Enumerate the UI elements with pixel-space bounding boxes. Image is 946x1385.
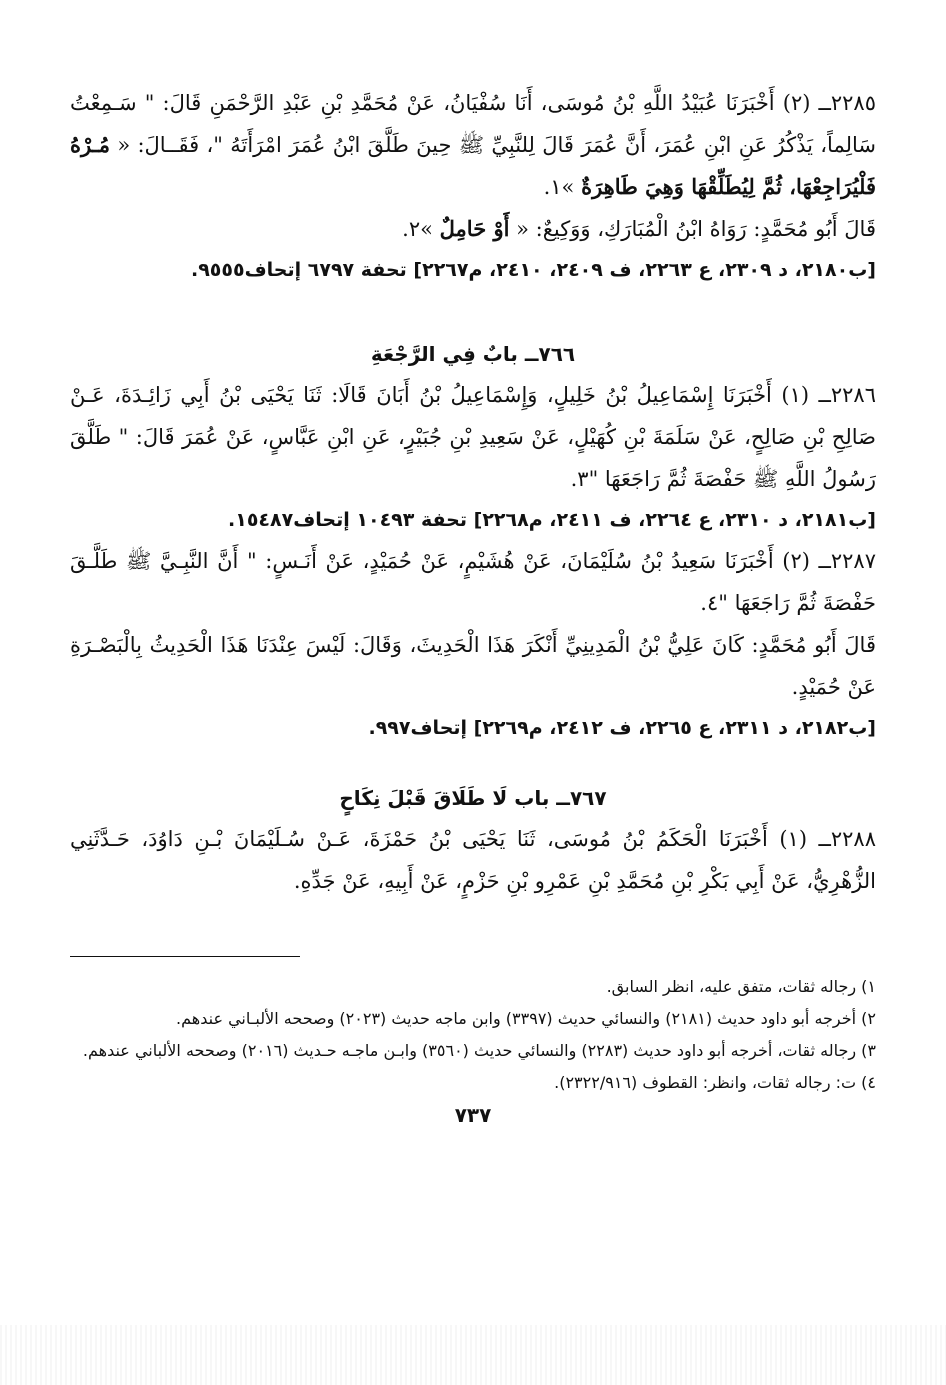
hadith-2285-quote: مُـرْهُ فَلْيُرَاجِعْهَا، ثُمَّ لِيُطَلِّقْهَا وَهِيَ طَاهِرَةٌ — [70, 132, 876, 199]
page-number: ٧٣٧ — [454, 1103, 492, 1127]
hadith-2287: ٢٢٨٧ــ (٢) أَخْبَرَنَا سَعِيدُ بْنُ سُلَيْمَانَ، عَنْ هُشَيْمٍ، عَنْ حُمَيْدٍ، عَنْ أَنَـسٍ: " أَنَّ النَّبِـيَّ ﷺ طَلَّـقَ حَفْصَةَ ثُمَّ رَاجَعَهَا "٤. — [70, 549, 876, 615]
chapter-766-heading: ٧٦٦ــ بابٌ فِي الرَّجْعَةِ — [370, 342, 576, 366]
chapter-767-heading: ٧٦٧ــ باب لَا طَلَاقَ قَبْلَ نِكَاحٍ — [339, 786, 607, 810]
footnote-3: ٣) رجاله ثقات، أخرجه أبو داود حديث (٢٢٨٣) والنسائي حديث (٣٥٦٠) وابـن ماجـه حـديث (٢٠١٦) وصححه الألباني عندهم. — [82, 1041, 876, 1060]
hadith-2285-end: »١. — [543, 175, 575, 199]
hadith-2287-reference: [ب٢١٨٢، د ٢٣١١، ع ٢٢٦٥، ف ٢٤١٢، م٢٢٦٩] إتحاف٩٩٧. — [368, 717, 876, 739]
scan-texture — [0, 1325, 946, 1385]
hadith-2285-reference: [ب٢١٨٠، د ٢٣٠٩، ع ٢٢٦٣، ف ٢٤٠٩، ٢٤١٠، م٢٢٦٧] تحفة ٦٧٩٧ إتحاف٩٥٥٥. — [190, 259, 876, 281]
footnote-4: ٤) ت: رجاله ثقات، وانظر: القطوف (٢٣٢٢/٩١٦). — [554, 1073, 876, 1092]
hadith-2285-note-quote: أَوْ حَامِلٌ — [439, 216, 510, 241]
hadith-2285-note — [70, 208, 876, 250]
footnote-divider — [70, 956, 300, 957]
hadith-2286-reference: [ب٢١٨١، د ٢٣١٠، ع ٢٢٦٤، ف ٢٤١١، م٢٢٦٨] تحفة ١٠٤٩٣ إتحاف١٥٤٨٧. — [228, 509, 876, 531]
hadith-2285-note-end: »٢. — [402, 217, 433, 241]
book-page — [70, 82, 876, 1325]
footnotes — [70, 971, 876, 1099]
footnote-1: ١) رجاله ثقات، متفق عليه، انظر السابق. — [606, 977, 876, 996]
hadith-2286: ٢٢٨٦ــ (١) أَخْبَرَنَا إِسْمَاعِيلُ بْنُ خَلِيلٍ، وَإِسْمَاعِيلُ بْنُ أَبَانَ قَالَا: ثَنَا يَحْيَى بْنُ أَبِي زَائِـدَةَ، عَـنْ صَالِحِ بْنِ صَالِحٍ، عَنْ سَلَمَةَ بْنِ كُهَيْلٍ، عَنْ سَعِيدِ بْنِ جُبَيْرٍ، عَنِ ابْنِ عَبَّاسٍ، عَنْ عُمَرَ قَالَ: " طَلَّقَ رَسُولُ اللَّهِ ﷺ حَفْصَةَ ثُمَّ رَاجَعَهَا "٣. — [70, 383, 876, 491]
hadith-2285-text: ٢٢٨٥ــ (٢) أَخْبَرَنَا عُبَيْدُ اللَّهِ بْنُ مُوسَى، أَنَا سُفْيَانُ، عَنْ مُحَمَّدِ بْنِ عَبْدِ الرَّحْمَنِ قَالَ: " سَـمِعْتُ سَالِماً، يَذْكُرُ عَنِ ابْنِ عُمَرَ، أَنَّ عُمَرَ قَالَ لِلنَّبِيِّ ﷺ حِينَ طَلَّقَ ابْنُ عُمَرَ امْرَأَتَهُ "، فَقَــالَ: « — [70, 91, 876, 157]
hadith-2288: ٢٢٨٨ــ (١) أَخْبَرَنَا الْحَكَمُ بْنُ مُوسَى، ثَنَا يَحْيَى بْنُ حَمْزَةَ، عَـنْ سُـلَيْمَانَ بْـنِ دَاوُدَ، حَـدَّثَنِي الزُّهْرِيُّ، عَنْ أَبِي بَكْرِ بْنِ مُحَمَّدِ بْنِ عَمْرِو بْنِ حَزْمٍ، عَنْ أَبِيهِ، عَنْ جَدِّهِ. — [70, 827, 876, 893]
footnote-2: ٢) أخرجه أبو داود حديث (٢١٨١) والنسائي حديث (٣٣٩٧) وابن ماجه حديث (٢٠٢٣) وصححه الألبـاني عندهم. — [176, 1009, 876, 1028]
hadith-2285-note-text: قَالَ أَبُو مُحَمَّدٍ: رَوَاهُ ابْنُ الْمُبَارَكِ، وَوَكِيعٌ: « — [516, 217, 876, 241]
hadith-2287-note: قَالَ أَبُو مُحَمَّدٍ: كَانَ عَلِيُّ بْنُ الْمَدِينِيِّ أَنْكَرَ هَذَا الْحَدِيثَ، وَقَالَ: لَيْسَ عِنْدَنَا هَذَا الْحَدِيثُ بِالْبَصْـرَةِ عَنْ حُمَيْدٍ. — [70, 633, 876, 699]
hadith-2285 — [70, 82, 876, 208]
